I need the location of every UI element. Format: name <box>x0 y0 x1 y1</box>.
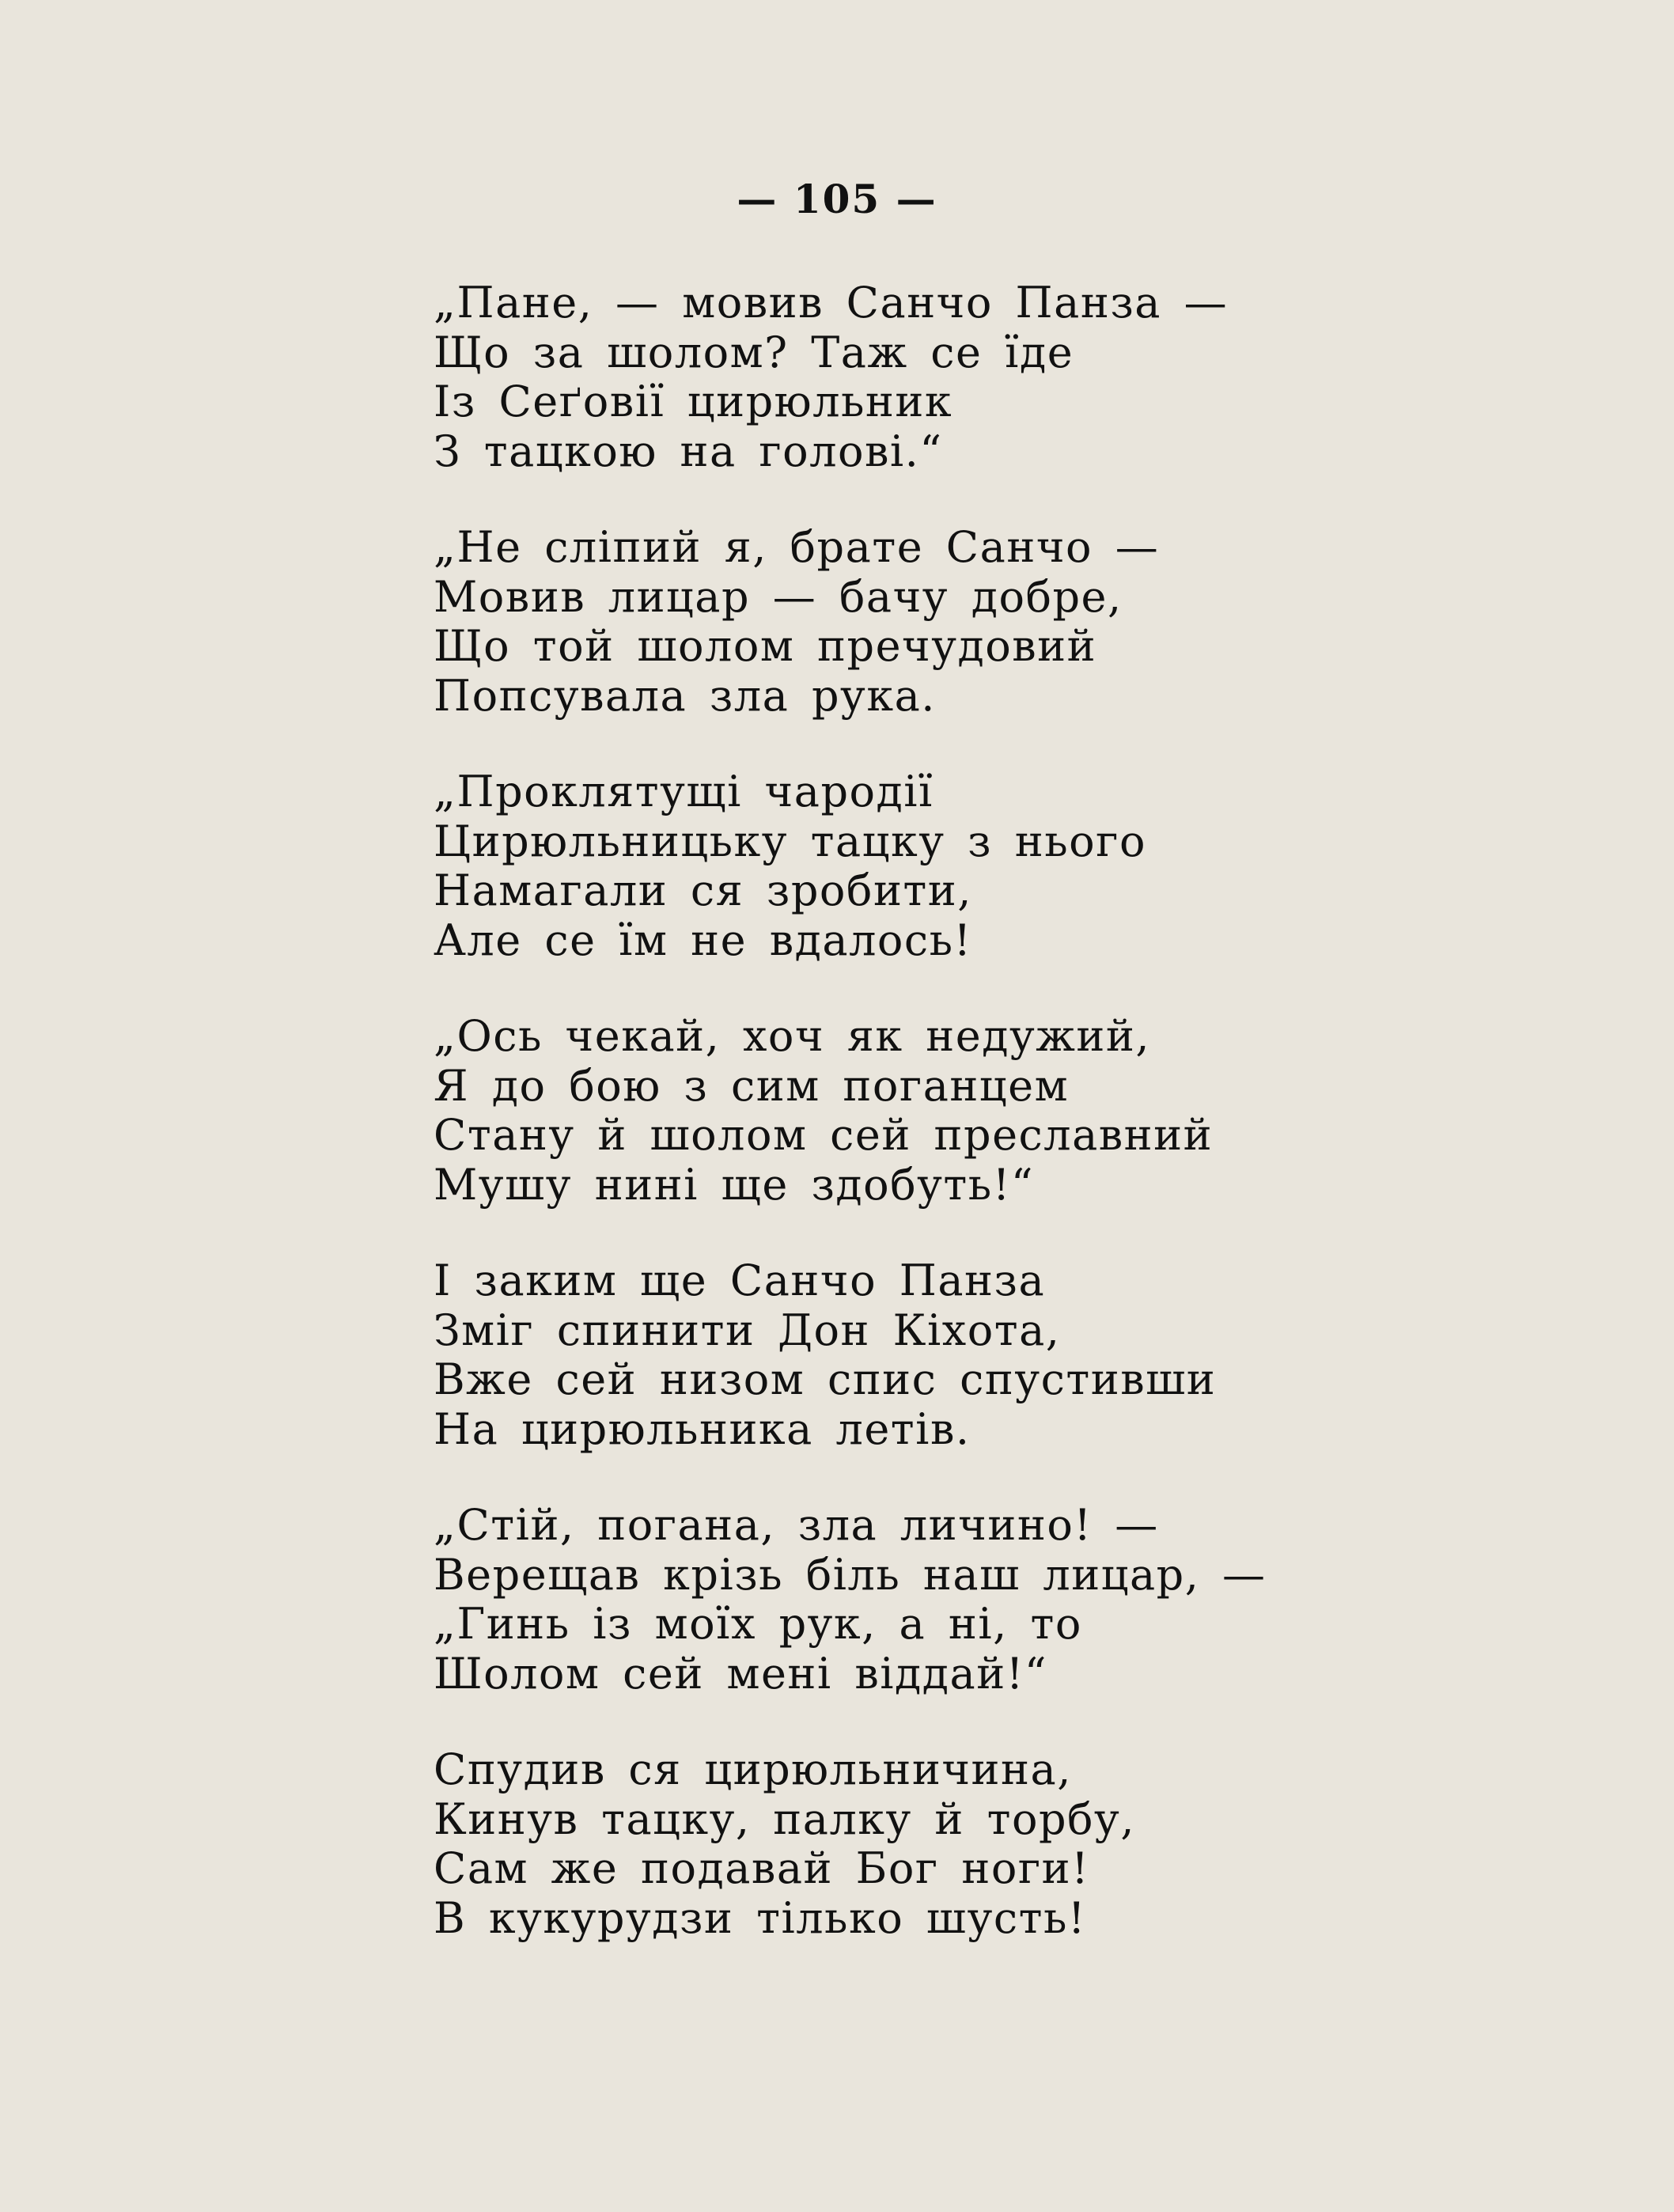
stanza-4 <box>434 1012 1620 1210</box>
poem-line: Сам же подавай Бог ноги! <box>434 1843 1090 1893</box>
poem-line: „Пане, — мовив Санчо Панза — <box>434 278 1229 328</box>
stanza-7 <box>434 1745 1620 1943</box>
poem-line: Спудив ся цирюльничина, <box>434 1744 1072 1794</box>
poem-text <box>434 278 1620 1990</box>
poem-line: Кинув тацку, палку й торбу, <box>434 1793 1135 1844</box>
poem-line: На цирюльника летів. <box>434 1403 971 1454</box>
poem-line: Шолом сей мені віддай!“ <box>434 1648 1048 1699</box>
stanza-2 <box>434 523 1620 721</box>
poem-line: „Ось чекай, хоч як недужий, <box>434 1011 1151 1061</box>
poem-line: Що той шолом пречудовий <box>434 621 1097 671</box>
poem-line: Попсувала зла рука. <box>434 670 936 721</box>
poem-line: Намагали ся зробити, <box>434 865 972 915</box>
page-number: — 105 — <box>737 176 937 222</box>
poem-line: Я до бою з сим поганцем <box>434 1060 1070 1111</box>
stanza-3 <box>434 767 1620 965</box>
poem-line: „Стій, погана, зла личино! — <box>434 1500 1159 1550</box>
poem-line: Зміг спинити Дон Кіхота, <box>434 1305 1061 1355</box>
poem-line: Мушу нині ще здобуть!“ <box>434 1159 1035 1210</box>
poem-line: Але се їм не вдалось! <box>434 915 972 965</box>
poem-line: З тацкою на голові.“ <box>434 426 943 476</box>
stanza-1 <box>434 278 1620 476</box>
poem-line: „Проклятущі чародії <box>434 767 934 816</box>
poem-line: Що за шолом? Таж се їде <box>434 327 1074 377</box>
poem-line: Мовив лицар — бачу добре, <box>434 571 1123 622</box>
poem-line: В кукурудзи тілько шусть! <box>434 1892 1087 1943</box>
poem-line: „Не сліпий я, брате Санчо — <box>434 522 1160 572</box>
stanza-6 <box>434 1501 1620 1699</box>
poem-line: Цирюльницьку тацку з нього <box>434 816 1146 866</box>
poem-line: „Гинь із моїх рук, а ні, то <box>434 1599 1082 1649</box>
poem-line: І заким ще Санчо Панза <box>434 1256 1046 1305</box>
poem-line: Із Сеґовії цирюльник <box>434 377 953 426</box>
stanza-5 <box>434 1256 1620 1454</box>
poem-line: Вже сей низом спис спустивши <box>434 1354 1217 1404</box>
poem-line: Стану й шолом сей преславний <box>434 1110 1214 1160</box>
poem-line: Верещав крізь біль наш лицар, — <box>434 1549 1267 1600</box>
